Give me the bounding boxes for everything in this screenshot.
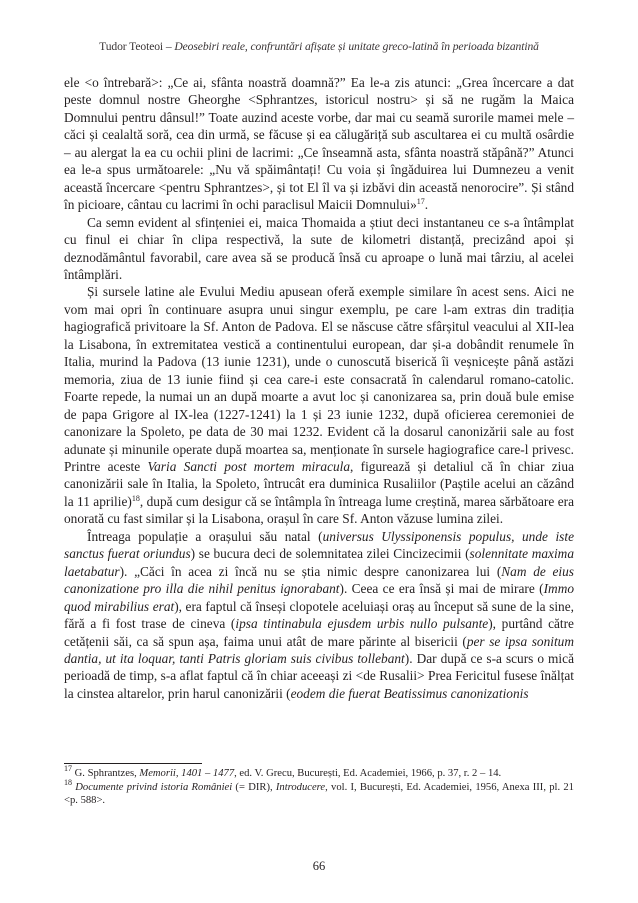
paragraph-3 [64,283,574,527]
footnote-number: 18 [64,777,72,787]
footnote-number: 17 [64,764,72,773]
paragraph-text: Ca semn evident al sfințeniei ei, maica Thomaida a știut deci instantaneu ce s-a întâmplat cu finul ei chiar în clipa respectivă, la sute de kilometri distanță, precizând apoi și deznodământul favorabil, care avea să se producă însă cu aproape o lună mai târziu, al acelei întâmplări. [64,214,574,282]
paragraph-text: ). Dar după ce s-a scurs o mică perioadă de timp, s-a aflat faptul că în chiar aceeași zi <de Rusalii> Prea Fericitul fusese înălțat la cinstea altarelor, prin harul canonizării ( [64,650,574,701]
footnotes [64,764,574,808]
latin-quote: Nam de eius canonizatione pro illa die nihil penitus ignorabant [64,563,574,597]
paragraph-4 [64,528,574,703]
paragraph-text: ). „Căci în acea zi încă nu se știa nimic despre canonizarea lui ( [119,563,502,579]
latin-quote: ipsa tintinabula ejusdem urbis nullo pulsante [235,616,489,632]
paragraph-1 [64,74,574,214]
paragraph-text: ), purtând către cetățenii săi, ca să spun așa, faima unui atât de mare părinte al bisericii ( [64,616,574,649]
footnote-divider [64,763,202,764]
latin-quote: per se ipsa sonitum dantia, ut ita loquar, tanti Patris gloriam suis civibus tollebant [64,633,574,666]
paragraph-text: , figurează și detaliul că în chiar ziua canonizării sale în Italia, la Spoleto, întrucât era duminica Rusaliilor (Paștile acelui an căzând la 11 aprilie) [64,458,574,509]
footnote-ref-17[interactable]: 17 [416,197,425,207]
footnote-title: Introducere [275,781,326,793]
running-head-title: Deosebiri reale, confruntări afișate și unitate greco-latină în perioada bizantină [174,40,539,53]
footnote-18 [64,777,574,808]
paragraph-text: . [424,197,429,213]
footnote-text: G. Sphrantzes, [72,768,140,779]
paragraph-text: ele <o întrebară>: „Ce ai, sfânta noastră doamnă?” Ea le-a zis atunci: „Grea încercare a dat peste domnul nostre Gheorghe <Sphrantzes, istoricul nostru> și să ne rugăm la Maica Domnului pentru dânsul!” Toate auzind aceste vorbe, dar mai cu seamă surorile mamei mele – căci și cealaltă soră, cea din urmă, se făcuse și ea călugăriță sub ascultarea ei cu multă osârdie – au alergat la ea cu ochii plini de lacrimi: „Ce înseamnă asta, sfânta noastră stăpână?” Atunci ea le-a spus următoarele: „Nu vă spăimântați! Cu voia și îngăduirea lui Dumnezeu a venit această încercare <pentru Sphrantzes>, și tot El îl va și izbăvi din această nenorocire”. Și stând în picioare, cântau cu lacrimi în ochi paraclisul Maicii Domnului» [64,75,574,213]
footnote-title: Documente privind istoria României [72,781,233,793]
paragraph-text: ) se bucura deci de solemnitatea zilei Cincizecimii ( [190,546,470,562]
paragraph-text: Și sursele latine ale Evului Mediu apusean oferă exemple similare în acest sens. Aici ne vom mai opri în continuare asupra unui singur exemplu, pe care l-am extras din tradiția hagiografică privitoare la Sf. Anton de Padova. El se născuse către sfârșitul veacului al XII-lea la Lisabona, în extremitatea vestică a continentului european, dar și-a dobândit renumele în Italia, murind la Padova (13 iunie 1231), unde o cunoscută biserică îi veșnicește până astăzi memoria, ziua de 13 iunie fiind și cea care-i este consacrată în calendarul romano-catolic. Foarte repede, la numai un an după moarte a avut loc și canonizarea sa, prin două bule emise de papa Grigore al IX-lea (1227-1241) la 1 și 23 iunie 1232, după oficierea ceremoniei de canonizare la Spoleto, pe data de 30 mai 1232. Evident că la dosarul canonizării sale au fost adunate și minunile operate după moartea sa, menționate în sursele hagiografice care-l privesc. Printre aceste [64,284,574,474]
paragraph-text: , după cum desigur că se întâmpla în întreaga lume creștină, marea sărbătoare era onorată cu fast similar și la Lisabona, orașul în care Sf. Anton văzuse lumina zilei. [64,493,574,527]
footnote-title: Memorii, 1401 – 1477 [139,768,235,779]
footnote-text: , vol. I, București, Ed. Academiei, 1956, Anexa III, pl. 21 <p. 588>. [64,781,574,807]
page-number: 66 [312,859,326,873]
footnote-17 [64,764,574,781]
latin-quote: eodem die fuerat Beatissimus canonizationis [290,685,529,701]
running-head [64,40,574,53]
latin-quote: universus Ulyssiponensis populus, unde iste sanctus fuerat oriundus [64,528,574,562]
paragraph-2 [64,214,574,284]
footnote-text: , ed. V. Grecu, București, Ed. Academiei, 1966, p. 37, r. 2 – 14. [234,768,502,779]
paragraph-text: ), era faptul că înseși clopotele aceluiași oraș au început să sune de la sine, fără a fi fost trase de cineva ( [64,598,574,632]
paragraph-text: Întreaga populație a orașului său natal ( [87,528,323,544]
body-text [64,74,574,702]
paragraph-text: ). Ceea ce era însă și mai de mirare ( [339,581,544,597]
latin-quote: solennitate maxima laetabatur [64,546,574,579]
footnote-ref-18[interactable]: 18 [131,493,140,503]
latin-quote: Immo quod mirabilius erat [64,581,574,614]
latin-title: Varia Sancti post mortem miracula [147,458,351,474]
footnote-text: (= DIR), [232,781,276,793]
running-head-author: Tudor Teoteoi – [99,40,175,53]
